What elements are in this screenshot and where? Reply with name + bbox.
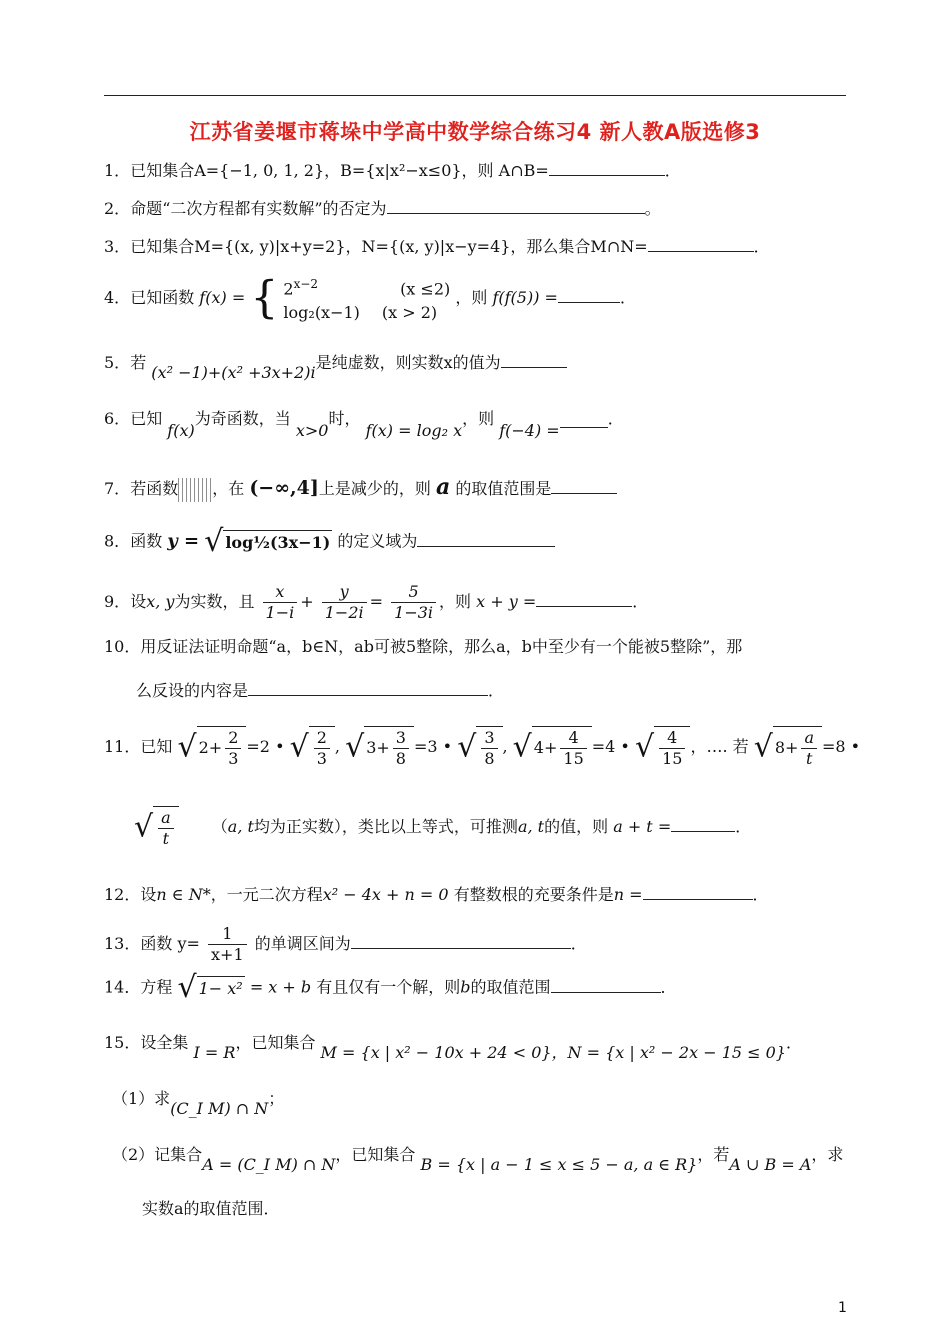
question-5: 5．若 (x² −1)+(x² +3x+2)i是纯虚数，则实数x的值为 [104,352,567,374]
question-9: 9．设x, y为实数，且 $\frac{x}{1-i}$ + $\frac{y}{1-2i}$ = $\frac{5}{1-3i}$ ，则 x + y = ． [104,582,649,622]
sqrt-expression: √ log½(3x−1) [204,524,331,559]
question-15-part-1: （1）求(C_I M) ∩ N； [112,1089,285,1118]
answer-blank[interactable] [417,532,555,547]
answer-blank[interactable] [501,353,567,368]
answer-blank[interactable] [248,681,488,696]
answer-blank[interactable] [643,885,753,900]
question-12: 12．设n ∈ N*，一元二次方程x² − 4x + n = 0 有整数根的充要条件是n = ． [104,885,769,904]
fraction: $\frac{x}{1-i}$ [263,582,298,623]
question-11: 11．已知 √ 2+ $\frac{2}{3}$ =2 • √ $\frac{2}{3}$ , √ 3+ $\frac{3}{8}$ =3 • √ $\frac{3}{8}$ , √ 4+ $\frac{4}{15}$ =4 • √ $\frac{4}{15}$ ，…. 若 √ 8+ $\frac{a}{t}$ =8 • [104,728,861,768]
page-title: 江苏省姜堰市蒋垛中学高中数学综合练习4 新人教A版选修3 [189,120,761,144]
answer-blank[interactable] [648,237,754,252]
question-10-cont: 么反设的内容是 ． [136,681,505,700]
answer-blank[interactable] [551,479,617,494]
answer-blank[interactable] [351,934,571,949]
question-8: 8．函数 y = √ log½(3x−1) 的定义域为 [104,530,555,554]
question-2: 2．命题“二次方程都有实数解”的否定为 。 [104,199,661,218]
brace: { [250,272,279,324]
question-1: 1．已知集合A={−1, 0, 1, 2}，B={x|x²−x≤0}，则 A∩B= ． [104,161,681,180]
piecewise-function: $2^{x-2}$ (x ≤2) log₂(x−1) (x > 2) [283,277,451,323]
question-4: 4．已知函数 f(x) = { $2^{x-2}$ (x ≤2) log₂(x−1) (x > 2) ，则 f(f(5)) = ． [104,272,636,324]
question-14: 14．方程 √ 1− x² = x + b 有且仅有一个解，则b的取值范围 ． [104,970,677,1005]
question-3: 3．已知集合M={(x, y)|x+y=2}，N={(x, y)|x−y=4}，那么集合M∩N= ． [104,237,770,256]
question-10: 10．用反证法证明命题“a，b∈N，ab可被5整除，那么a，b中至少有一个能被5整除”，那 [104,637,743,656]
answer-blank[interactable] [536,592,632,607]
question-15: 15．设全集 I = R，已知集合 M = {x | x² − 10x + 24 < 0}，N = {x | x² − 2x − 15 ≤ 0}． [104,1033,803,1062]
answer-blank[interactable] [387,199,645,214]
answer-blank[interactable] [558,288,620,303]
page-number: 1 [838,1300,847,1316]
answer-blank[interactable] [560,413,608,428]
fraction: $\frac{y}{1-2i}$ [322,582,367,623]
question-15-part-2: （2）记集合A = (C_I M) ∩ N，已知集合 B = {x | a − 1 ≤ x ≤ 5 − a, a ∈ R}，若A ∪ B = A，求 [112,1145,844,1174]
answer-blank[interactable] [671,817,735,832]
answer-blank[interactable] [549,161,665,176]
fraction: $\frac{5}{1-3i}$ [391,582,436,623]
question-7: 7．若函数 ，在 (−∞,4]上是减少的，则 a 的取值范围是 [104,476,617,502]
fraction: $\frac{1}{x+1}$ [208,924,247,965]
answer-blank[interactable] [551,978,661,993]
question-13: 13．函数 y= $\frac{1}{x+1}$ 的单调区间为 ． [104,924,587,964]
question-6: 6．已知 f(x)为奇函数，当 x>0时， f(x) = log₂ x，则 f(−4) =． [104,409,624,440]
header-rule [104,95,846,96]
question-15-part-2-cont: 实数a的取值范围． [142,1199,280,1218]
question-11-cont: √ $\frac{a}{t}$ （a, t均为正实数），类比以上等式，可推测a, t的值，则 a + t = ． [134,808,752,848]
garbled-formula-image [178,478,212,502]
